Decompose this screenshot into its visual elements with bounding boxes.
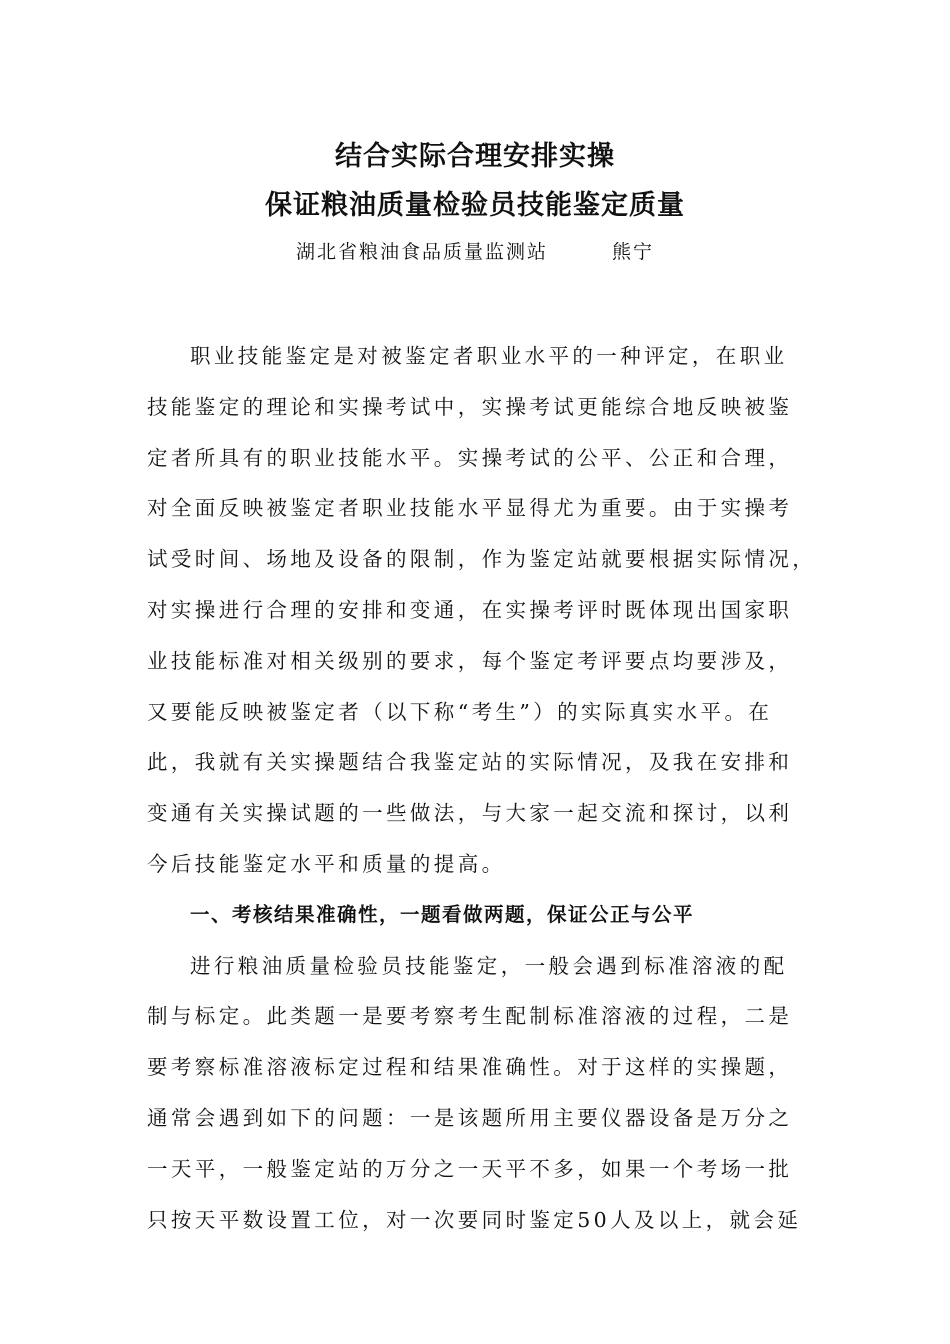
paragraph-line: 通常会遇到如下的问题：一是该题所用主要仪器设备是万分之 [147,1105,793,1130]
document-body [147,331,817,1245]
paragraph-line: 定者所具有的职业技能水平。实操考试的公平、公正和合理， [147,445,793,470]
paragraph-line: 要考察标准溶液标定过程和结果准确性。对于这样的实操题， [147,1055,793,1080]
paragraph-section-1 [147,941,812,1246]
section-heading-1: 一、考核结果准确性，一题看做两题，保证公正与公平 [190,902,695,926]
paragraph-line: 对全面反映被鉴定者职业技能水平显得尤为重要。由于实操考 [147,496,793,521]
document-title-line-2: 保证粮油质量检验员技能鉴定质量 [265,190,685,221]
paragraph-line: 技能鉴定的理论和实操考试中，实操考试更能综合地反映被鉴 [147,394,793,419]
author-byline [0,237,950,264]
paragraph-line: 又要能反映被鉴定者（以下称“考生”）的实际真实水平。在 [147,699,773,724]
paragraph-line: 试受时间、场地及设备的限制，作为鉴定站就要根据实际情况， [147,547,817,572]
paragraph-line: 职业技能鉴定是对被鉴定者职业水平的一种评定，在职业 [190,344,788,368]
author-organization: 湖北省粮油食品质量监测站 [295,241,548,263]
document-title-line-1: 结合实际合理安排实操 [335,141,615,172]
paragraph-line: 一天平，一般鉴定站的万分之一天平不多，如果一个考场一批 [147,1156,793,1181]
author-name: 熊宁 [612,241,655,263]
paragraph-intro [147,331,817,890]
paragraph-line: 业技能标准对相关级别的要求，每个鉴定考评要点均要涉及， [147,648,793,673]
paragraph-line: 进行粮油质量检验员技能鉴定，一般会遇到标准溶液的配 [190,953,788,978]
paragraph-line: 制与标定。此类题一是要考察考生配制标准溶液的过程，二是 [147,1004,793,1029]
paragraph-line: 变通有关实操试题的一些做法，与大家一起交流和探讨，以利 [147,801,793,826]
paragraph-line: 对实操进行合理的安排和变通，在实操考评时既体现出国家职 [147,597,793,622]
paragraph-line: 此，我就有关实操题结合我鉴定站的实际情况，及我在安排和 [147,750,793,775]
paragraph-line: 只按天平数设置工位，对一次要同时鉴定50人及以上，就会延 [147,1207,802,1232]
paragraph-line: 今后技能鉴定水平和质量的提高。 [147,851,506,876]
